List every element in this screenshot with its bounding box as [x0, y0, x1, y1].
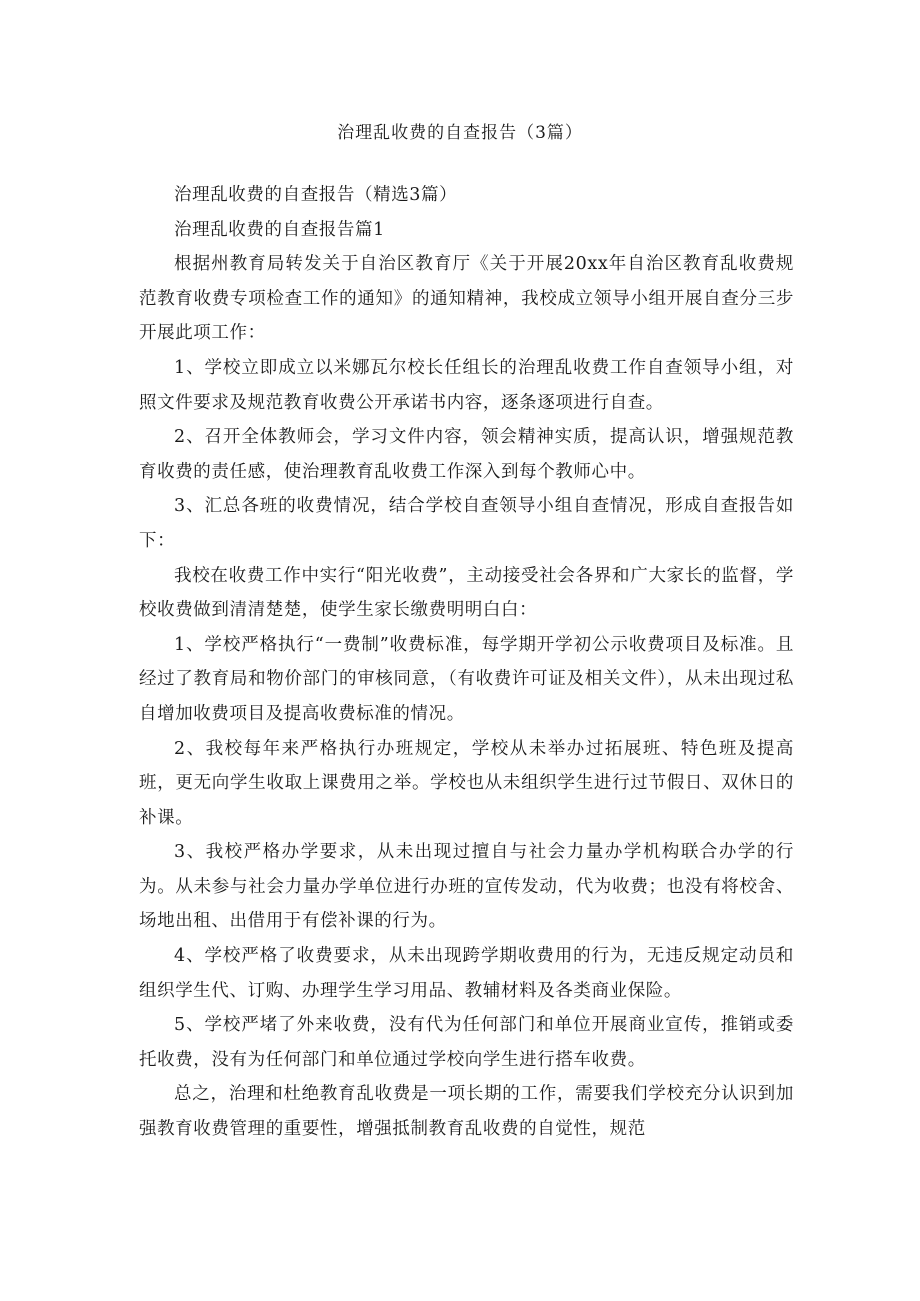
body-paragraph: 4、学校严格了收费要求，从未出现跨学期收费用的行为，无违反规定动员和组织学生代、订购、办理学生学习用品、教辅材料及各类商业保险。 [139, 946, 794, 1001]
section-heading: 治理乱收费的自查报告篇1 [174, 219, 385, 240]
body-paragraph: 根据州教育局转发关于自治区教育厅《关于开展20xx年自治区教育乱收费规范教育收费专项检查工作的通知》的通知精神，我校成立领导小组开展自查分三步开展此项工作： [139, 254, 794, 344]
body-paragraph: 1、学校严格执行“一费制”收费标准，每学期开学初公示收费项目及标准。且经过了教育局和物价部门的审核同意，（有收费许可证及相关文件），从未出现过私自增加收费项目及提高收费标准的情况。 [139, 634, 794, 724]
document-title: 治理乱收费的自查报告（3篇） [337, 123, 583, 143]
body-paragraph: 总之，治理和杜绝教育乱收费是一项长期的工作，需要我们学校充分认识到加强教育收费管理的重要性，增强抵制教育乱收费的自觉性，规范 [139, 1084, 794, 1140]
body-paragraph: 5、学校严堵了外来收费，没有代为任何部门和单位开展商业宣传，推销或委托收费，没有为任何部门和单位通过学校向学生进行搭车收费。 [139, 1015, 794, 1070]
body-paragraph: 3、我校严格办学要求，从未出现过擅自与社会力量办学机构联合办学的行为。从未参与社会力量办学单位进行办班的宣传发动，代为收费；也没有将校舍、场地出租、出借用于有偿补课的行为。 [139, 842, 794, 932]
body-paragraph: 我校在收费工作中实行“阳光收费”，主动接受社会各界和广大家长的监督，学校收费做到清清楚楚，使学生家长缴费明明白白： [139, 565, 794, 621]
subtitle-paragraph: 治理乱收费的自查报告（精选3篇） [174, 185, 458, 205]
body-paragraph: 2、召开全体教师会，学习文件内容，领会精神实质，提高认识，增强规范教育收费的责任感，使治理教育乱收费工作深入到每个教师心中。 [139, 427, 794, 482]
body-paragraph: 2、我校每年来严格执行办班规定，学校从未举办过拓展班、特色班及提高班，更无向学生收取上课费用之举。学校也从未组织学生进行过节假日、双休日的补课。 [139, 738, 794, 828]
document-body [139, 178, 794, 1147]
body-paragraph: 3、汇总各班的收费情况，结合学校自查领导小组自查情况，形成自查报告如下： [139, 496, 794, 551]
body-paragraph: 1、学校立即成立以米娜瓦尔校长任组长的治理乱收费工作自查领导小组，对照文件要求及规范教育收费公开承诺书内容，逐条逐项进行自查。 [139, 357, 794, 413]
